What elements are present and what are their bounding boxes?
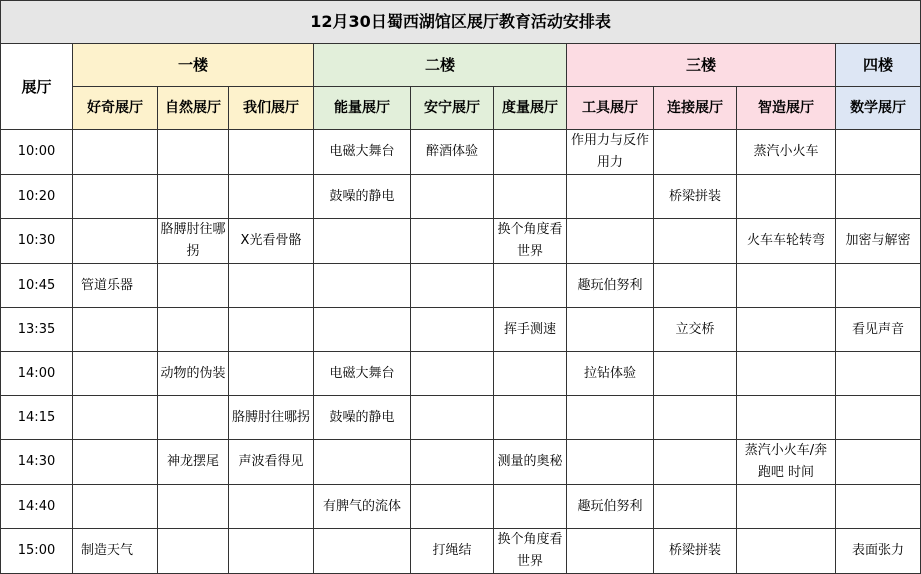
activity-cell: 换个角度看世界 xyxy=(494,219,567,264)
table-row xyxy=(1,352,921,396)
floor-header-4: 四楼 xyxy=(836,44,921,87)
hall-header-row xyxy=(1,87,921,130)
activity-cell xyxy=(737,264,836,308)
activity-cell: 拉钻体验 xyxy=(567,352,654,396)
table-row xyxy=(1,219,921,264)
time-cell: 14:00 xyxy=(1,352,73,396)
floor-header-2: 二楼 xyxy=(314,44,567,87)
hall-header: 安宁展厅 xyxy=(411,87,494,130)
activity-cell xyxy=(158,130,229,175)
activity-cell xyxy=(73,485,158,529)
time-cell: 14:40 xyxy=(1,485,73,529)
activity-cell: 管道乐器 xyxy=(73,264,158,308)
activity-cell: 作用力与反作用力 xyxy=(567,130,654,175)
activity-cell: 测量的奥秘 xyxy=(494,440,567,485)
activity-cell xyxy=(737,396,836,440)
activity-cell xyxy=(737,529,836,574)
activity-cell xyxy=(737,308,836,352)
activity-cell xyxy=(229,529,314,574)
activity-cell xyxy=(73,308,158,352)
activity-cell xyxy=(314,308,411,352)
activity-cell xyxy=(411,485,494,529)
activity-cell xyxy=(836,440,921,485)
activity-cell: 蒸汽小火车 xyxy=(737,130,836,175)
schedule-body xyxy=(1,130,921,574)
activity-cell xyxy=(73,440,158,485)
activity-cell xyxy=(654,219,737,264)
table-row xyxy=(1,396,921,440)
activity-cell xyxy=(494,264,567,308)
table-row xyxy=(1,130,921,175)
activity-cell xyxy=(836,264,921,308)
activity-cell xyxy=(654,130,737,175)
hall-header: 自然展厅 xyxy=(158,87,229,130)
activity-cell: 鼓噪的静电 xyxy=(314,396,411,440)
activity-cell xyxy=(654,352,737,396)
activity-cell: 加密与解密 xyxy=(836,219,921,264)
activity-cell xyxy=(567,529,654,574)
activity-cell: 蒸汽小火车/奔跑吧 时间 xyxy=(737,440,836,485)
hall-header: 工具展厅 xyxy=(567,87,654,130)
time-cell: 10:00 xyxy=(1,130,73,175)
table-row xyxy=(1,440,921,485)
activity-cell: 火车车轮转弯 xyxy=(737,219,836,264)
activity-cell: 胳膊肘往哪拐 xyxy=(229,396,314,440)
table-row xyxy=(1,529,921,574)
activity-cell: X光看骨骼 xyxy=(229,219,314,264)
time-cell: 10:20 xyxy=(1,175,73,219)
activity-cell xyxy=(567,308,654,352)
activity-cell xyxy=(229,175,314,219)
table-row xyxy=(1,264,921,308)
activity-cell: 电磁大舞台 xyxy=(314,130,411,175)
activity-cell xyxy=(229,130,314,175)
activity-cell xyxy=(314,264,411,308)
activity-cell xyxy=(73,352,158,396)
floor-header-3: 三楼 xyxy=(567,44,836,87)
activity-cell xyxy=(654,440,737,485)
activity-cell: 胳膊肘往哪拐 xyxy=(158,219,229,264)
activity-cell: 醉酒体验 xyxy=(411,130,494,175)
activity-cell xyxy=(314,219,411,264)
hall-corner-header: 展厅 xyxy=(1,44,73,130)
activity-cell: 桥梁拼装 xyxy=(654,529,737,574)
activity-cell xyxy=(314,529,411,574)
activity-cell: 趣玩伯努利 xyxy=(567,264,654,308)
activity-cell xyxy=(158,485,229,529)
activity-cell xyxy=(737,485,836,529)
hall-header: 我们展厅 xyxy=(229,87,314,130)
activity-cell xyxy=(314,440,411,485)
activity-cell xyxy=(836,485,921,529)
activity-cell xyxy=(654,264,737,308)
activity-cell xyxy=(737,175,836,219)
activity-cell xyxy=(229,264,314,308)
activity-cell xyxy=(411,175,494,219)
hall-header: 数学展厅 xyxy=(836,87,921,130)
activity-cell xyxy=(836,396,921,440)
activity-cell: 表面张力 xyxy=(836,529,921,574)
table-title: 12月30日蜀西湖馆区展厅教育活动安排表 xyxy=(1,1,921,44)
hall-header: 好奇展厅 xyxy=(73,87,158,130)
table-row xyxy=(1,175,921,219)
activity-cell xyxy=(836,130,921,175)
activity-cell xyxy=(836,352,921,396)
activity-cell xyxy=(567,396,654,440)
time-cell: 10:45 xyxy=(1,264,73,308)
floor-header-1: 一楼 xyxy=(73,44,314,87)
activity-cell xyxy=(411,440,494,485)
activity-cell xyxy=(158,175,229,219)
hall-header: 能量展厅 xyxy=(314,87,411,130)
activity-cell: 看见声音 xyxy=(836,308,921,352)
activity-cell xyxy=(158,308,229,352)
activity-cell xyxy=(411,352,494,396)
activity-cell xyxy=(158,396,229,440)
floor-header-row xyxy=(1,44,921,87)
activity-cell: 挥手测速 xyxy=(494,308,567,352)
activity-cell: 神龙摆尾 xyxy=(158,440,229,485)
activity-cell xyxy=(411,396,494,440)
time-cell: 14:30 xyxy=(1,440,73,485)
activity-cell xyxy=(567,219,654,264)
activity-cell xyxy=(494,396,567,440)
activity-cell xyxy=(73,219,158,264)
hall-header: 度量展厅 xyxy=(494,87,567,130)
activity-cell xyxy=(73,396,158,440)
hall-header: 连接展厅 xyxy=(654,87,737,130)
activity-cell: 打绳结 xyxy=(411,529,494,574)
table-row xyxy=(1,308,921,352)
activity-cell xyxy=(411,308,494,352)
activity-cell xyxy=(73,130,158,175)
table-row xyxy=(1,485,921,529)
activity-cell: 制造天气 xyxy=(73,529,158,574)
activity-cell xyxy=(737,352,836,396)
time-cell: 10:30 xyxy=(1,219,73,264)
activity-cell xyxy=(494,352,567,396)
activity-cell: 换个角度看世界 xyxy=(494,529,567,574)
activity-cell: 桥梁拼装 xyxy=(654,175,737,219)
activity-cell: 鼓噪的静电 xyxy=(314,175,411,219)
activity-cell xyxy=(567,175,654,219)
activity-cell xyxy=(411,219,494,264)
activity-cell: 立交桥 xyxy=(654,308,737,352)
activity-cell: 趣玩伯努利 xyxy=(567,485,654,529)
activity-cell xyxy=(836,175,921,219)
activity-cell xyxy=(494,175,567,219)
activity-cell: 有脾气的流体 xyxy=(314,485,411,529)
activity-cell xyxy=(494,485,567,529)
title-row xyxy=(1,1,921,44)
time-cell: 13:35 xyxy=(1,308,73,352)
activity-cell xyxy=(158,529,229,574)
activity-cell xyxy=(567,440,654,485)
activity-cell xyxy=(229,485,314,529)
activity-cell xyxy=(654,485,737,529)
time-cell: 15:00 xyxy=(1,529,73,574)
activity-cell: 声波看得见 xyxy=(229,440,314,485)
hall-header: 智造展厅 xyxy=(737,87,836,130)
activity-cell: 电磁大舞台 xyxy=(314,352,411,396)
activity-cell xyxy=(494,130,567,175)
activity-cell xyxy=(654,396,737,440)
time-cell: 14:15 xyxy=(1,396,73,440)
activity-cell: 动物的伪装 xyxy=(158,352,229,396)
activity-cell xyxy=(73,175,158,219)
activity-cell xyxy=(158,264,229,308)
activity-cell xyxy=(229,352,314,396)
activity-cell xyxy=(229,308,314,352)
activity-cell xyxy=(411,264,494,308)
